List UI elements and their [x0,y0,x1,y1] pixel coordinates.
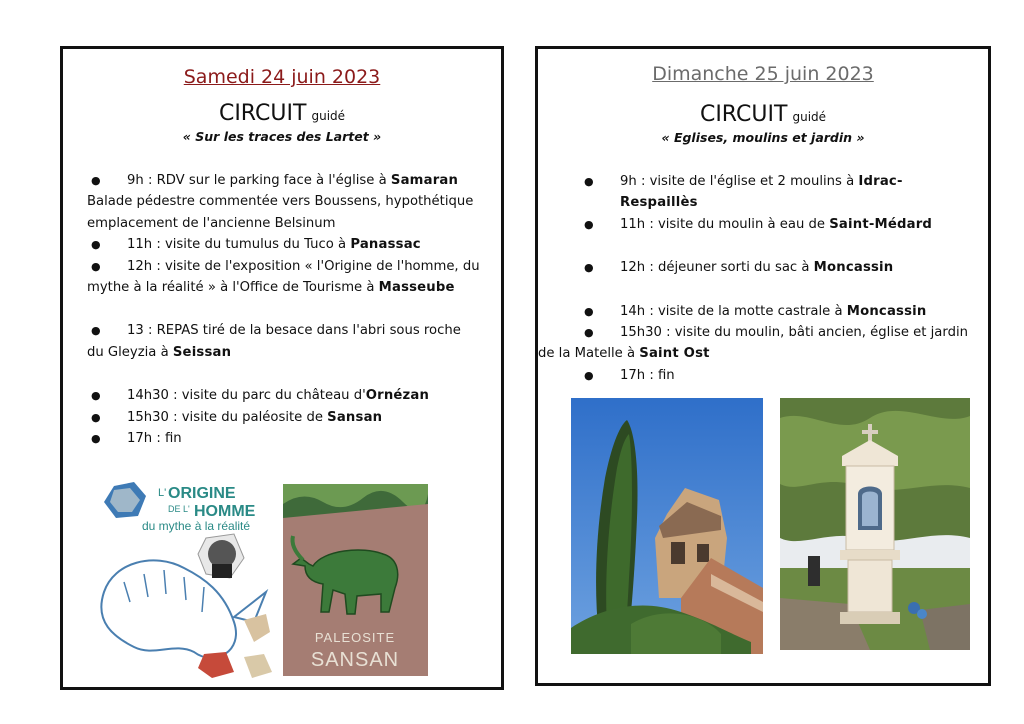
item-text: 11h : visite du moulin à eau de [620,216,830,232]
item-town: Ornézan [365,388,430,404]
item-text: 15h30 : visite du paléosite de [127,409,328,425]
bullet-icon: ● [91,174,101,187]
bullet-icon: ● [584,304,594,318]
sunday-date: Dimanche 25 juin 2023 [652,63,874,85]
poster-artwork [94,482,274,678]
item-text: 12h : visite de l'exposition « l'Origine de l'homme, du mythe à la réalité » à l'Office de Tourisme à [87,258,480,296]
item-town: Saint-Médard [829,216,933,232]
schedule-item [580,171,974,214]
bullet-icon: ● [584,217,594,231]
schedule-item [87,407,481,428]
schedule-item [87,320,481,363]
schedule-item [580,214,974,235]
saturday-subtitle: « Sur les traces des Lartet » [182,129,382,144]
item-text: 9h : visite de l'église et 2 moulins à [620,174,859,189]
church-tower-photo [571,398,763,654]
schedule-item [580,365,974,386]
item-continuation: Balade pédestre commentée vers Boussens, hypothétique emplacement de l'ancienne Belsinum [87,194,474,231]
bullet-icon: ● [584,261,594,275]
schedule-item [87,428,481,449]
schedule-item [87,170,481,234]
bullet-icon: ● [91,259,101,273]
item-town: Masseube [378,280,455,296]
poster-title-origine: ORIGINE [168,485,236,502]
item-town: Panassac [350,237,421,253]
sunday-circuit-title [538,103,988,129]
item-town: Saint Ost [639,346,710,362]
item-text: 14h : visite de la motte castrale à [620,303,847,319]
wayside-shrine-artwork [780,398,970,650]
circuit-word: CIRCUIT [699,102,788,127]
item-town: Idrac-Respaillès [620,174,903,211]
bullet-icon: ● [584,175,594,188]
paleosite-line1: PALEOSITE [314,630,396,645]
item-text: 17h : fin [620,367,675,383]
schedule-item [580,301,974,322]
sunday-subtitle: « Eglises, moulins et jardin » [661,130,865,145]
schedule-item [580,257,974,278]
item-town: Samaran [390,173,459,188]
guided-word: guidé [792,110,827,124]
bullet-icon: ● [91,324,101,338]
bullet-icon: ● [91,410,101,424]
bullet-icon: ● [584,326,594,340]
paleosite-line2: SANSAN [310,649,400,671]
item-text: 15h30 : visite du moulin, bâti ancien, église et jardin de la Matelle à [538,325,968,362]
item-text: 9h : RDV sur le parking face à l'église à [127,173,391,188]
schedule-item [87,385,481,406]
item-text: 12h : déjeuner sorti du sac à [620,260,814,276]
item-town: Seissan [172,344,232,360]
item-town: Sansan [327,409,383,425]
item-town: Moncassin [813,260,894,276]
bullet-icon: ● [91,389,101,403]
item-text: 14h30 : visite du parc du château d' [127,388,366,404]
bullet-icon: ● [584,368,594,382]
item-town: Moncassin [846,303,927,319]
guided-word: guidé [311,109,346,123]
church-tower-artwork [571,398,763,654]
bullet-icon: ● [91,432,101,446]
schedule-item [87,256,481,299]
paleosite-artwork [283,484,428,676]
bullet-icon: ● [91,238,101,252]
poster-subtitle: du mythe à la réalité [142,519,251,533]
saturday-date: Samedi 24 juin 2023 [183,66,381,88]
origin-of-man-poster [94,482,274,678]
poster-title-homme: HOMME [194,503,256,520]
poster-title-prefix: L' [158,487,167,499]
schedule-item [538,322,974,365]
wayside-shrine-photo [780,398,970,650]
saturday-circuit-title [63,102,501,128]
saturday-schedule [63,170,501,449]
circuit-word: CIRCUIT [218,101,307,126]
item-text: 11h : visite du tumulus du Tuco à [127,237,351,253]
item-text: 13 : REPAS tiré de la besace dans l'abri sous roche du Gleyzia à [87,323,461,360]
item-text: 17h : fin [127,431,182,447]
paleosite-sansan-photo [283,484,428,676]
poster-title-de: DE L' [168,504,190,514]
sunday-schedule [538,171,988,386]
schedule-item [87,234,481,255]
